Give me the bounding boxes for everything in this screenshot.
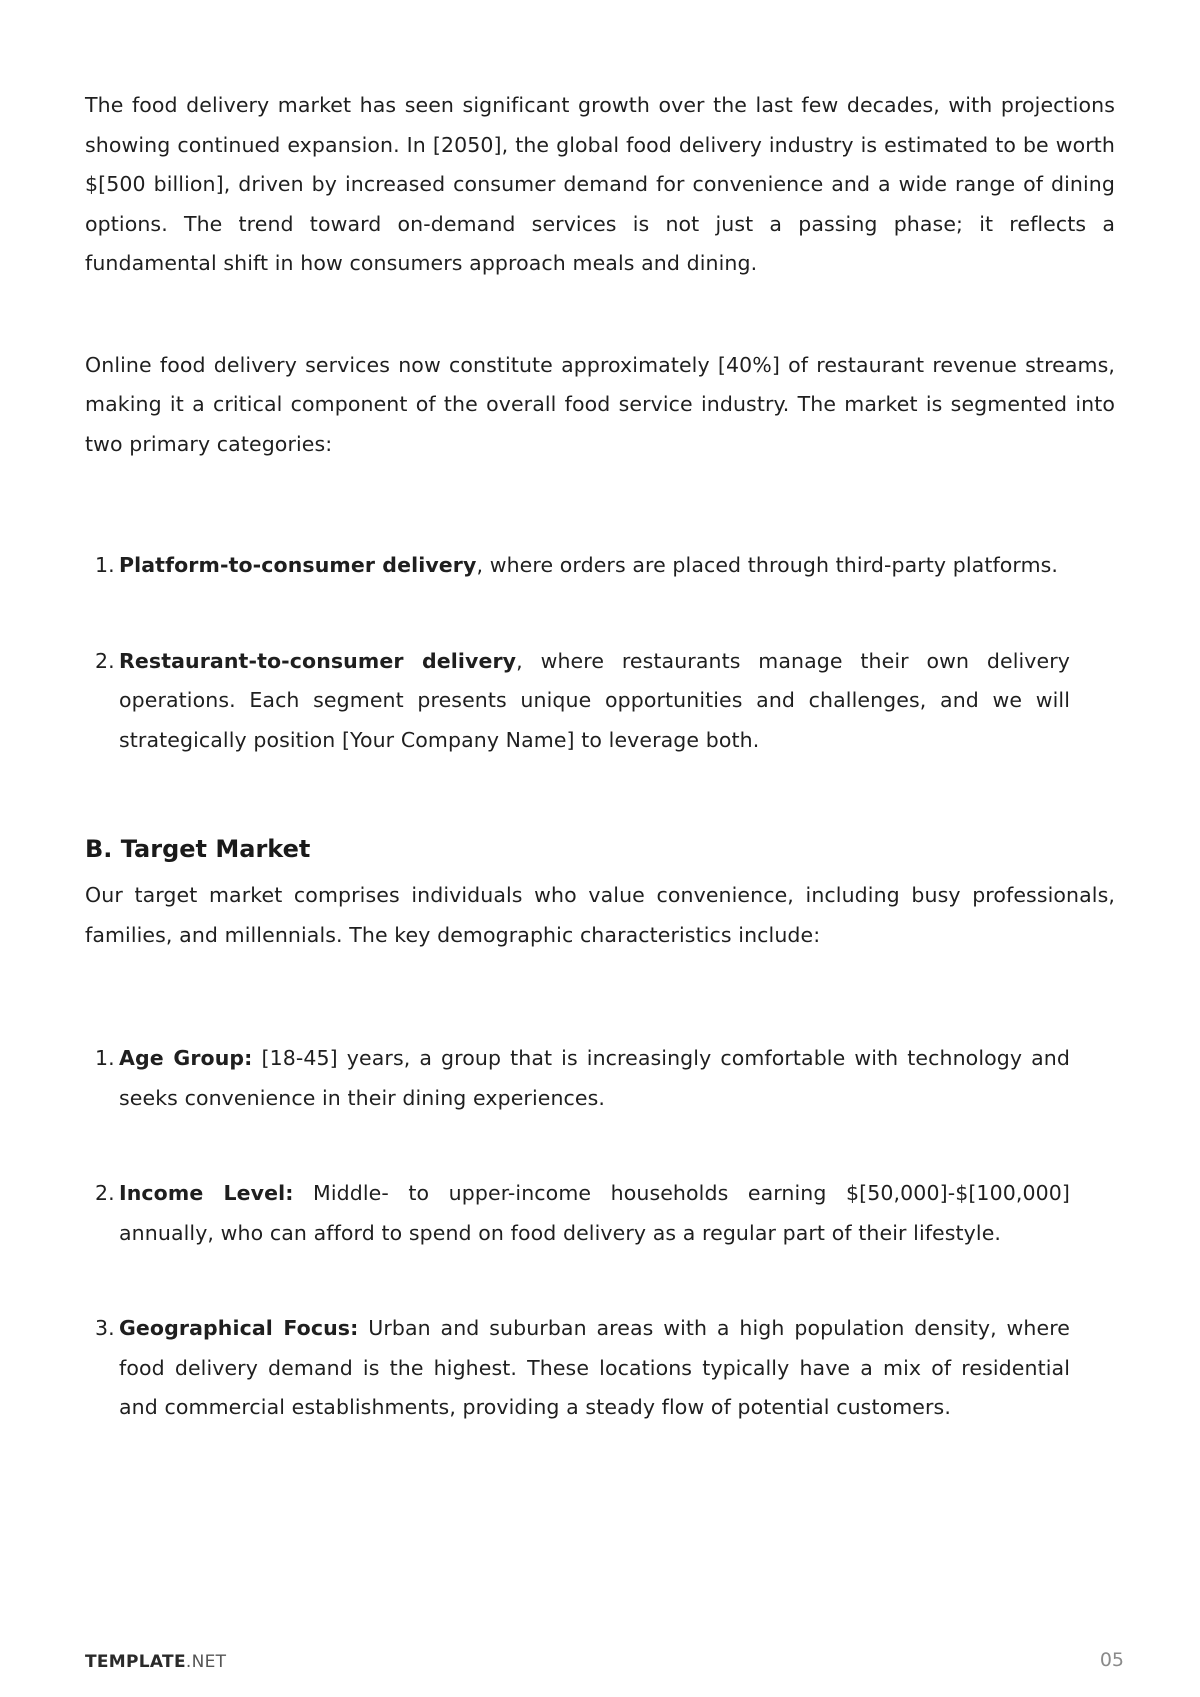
list-number: 1. [95, 553, 115, 577]
target-market-paragraph: Our target market comprises individuals who value convenience, including busy professionals, families, and millennials. The key demographic characteristics include: [85, 883, 1115, 947]
brand-name-suffix: .NET [185, 1652, 227, 1672]
list-text: , where restaurants manage their own delivery operations. Each segment presents unique opportunities and challenges, and we will strategically position [Your Company Name] to leverage both. [119, 648, 1070, 752]
section-heading: B. Target Market [85, 835, 311, 863]
list-term: Platform-to-consumer delivery [119, 553, 477, 577]
list-number: 2. [95, 1181, 115, 1205]
list-term: Restaurant-to-consumer delivery [119, 648, 517, 673]
list-term: Age Group: [119, 1046, 253, 1070]
footer-brand-logo [85, 1652, 226, 1672]
page-number: 05 [1099, 1649, 1124, 1671]
demographics-list [85, 1039, 1070, 1428]
list-text: , where orders are placed through third-party platforms. [476, 553, 1059, 577]
intro-paragraph-1: The food delivery market has seen significant growth over the last few decades, with projections showing continued expansion. In [2050], the global food delivery industry is estimated to be worth $[500 billion], driven by increased consumer demand for convenience and a wide range of dining options. The trend toward on-demand services is not just a passing phase; it reflects a fundamental shift in how consumers approach meals and dining. [85, 93, 1115, 275]
list-item [85, 1309, 1070, 1428]
list-item [85, 546, 1070, 586]
list-item [85, 1174, 1070, 1253]
list-number: 3. [95, 1316, 115, 1340]
list-item [85, 1039, 1070, 1118]
list-term: Income Level: [119, 1181, 294, 1205]
market-segments-list [85, 546, 1070, 760]
page-content [85, 86, 1115, 1428]
brand-name-bold: TEMPLATE [85, 1652, 186, 1672]
list-text: [18-45] years, a group that is increasingly comfortable with technology and seeks convenience in their dining experiences. [119, 1046, 1070, 1110]
intro-paragraph-2: Online food delivery services now constitute approximately [40%] of restaurant revenue streams, making it a critical component of the overall food service industry. The market is segmented into two primary categories: [85, 352, 1115, 456]
list-text: Middle- to upper-income households earning $[50,000]-$[100,000] annually, who can afford to spend on food delivery as a regular part of their lifestyle. [119, 1181, 1071, 1245]
list-number: 2. [95, 648, 115, 673]
list-item [85, 642, 1070, 761]
list-term: Geographical Focus: [119, 1316, 359, 1340]
list-text: Urban and suburban areas with a high population density, where food delivery demand is the highest. These locations typically have a mix of residential and commercial establishments, providing a steady flow of potential customers. [119, 1316, 1070, 1419]
list-number: 1. [95, 1046, 115, 1070]
